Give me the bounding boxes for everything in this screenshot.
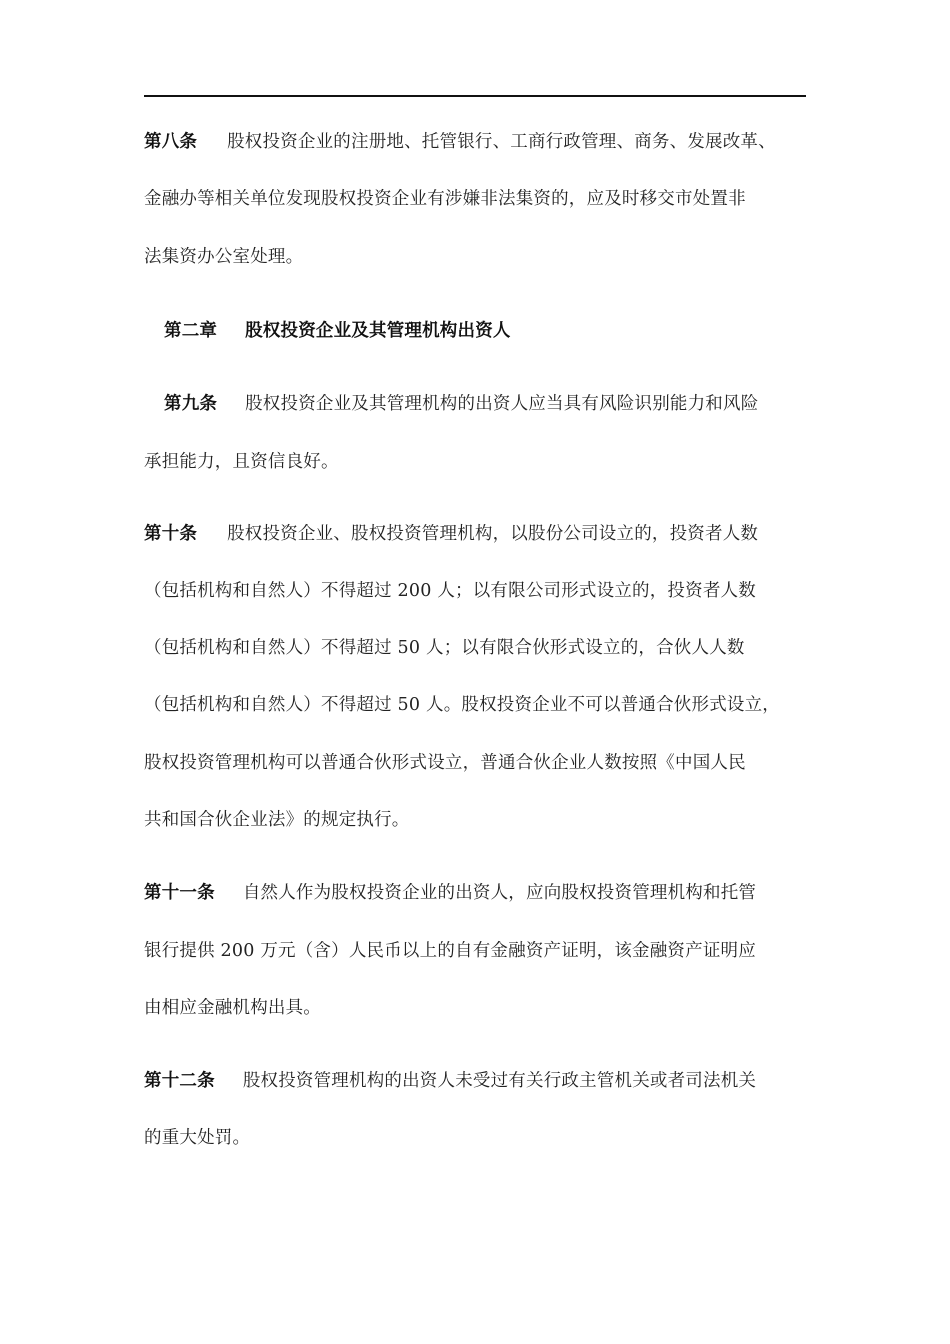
article-9-line-2: 承担能力，且资信良好。 [144,452,339,472]
article-11-heading: 第十一条 [144,883,215,903]
article-10-line-3: （包括机构和自然人）不得超过 50 人；以有限合伙形式设立的，合伙人人数 [144,638,745,658]
article-11-text: 自然人作为股权投资企业的出资人，应向股权投资管理机构和托管 [242,883,757,903]
article-11-line-1 [144,880,834,906]
article-10-line-6: 共和国合伙企业法》的规定执行。 [144,810,410,830]
article-10-line-4: （包括机构和自然人）不得超过 50 人。股权投资企业不可以普通合伙形式设立， [144,695,780,715]
top-rule [144,95,806,97]
article-12-text: 股权投资管理机构的出资人未受过有关行政主管机关或者司法机关 [242,1071,757,1091]
article-11-line-2: 银行提供 200 万元（含）人民币以上的自有金融资产证明，该金融资产证明应 [144,941,756,961]
article-9-text: 股权投资企业及其管理机构的出资人应当具有风险识别能力和风险 [245,394,759,414]
article-9-heading: 第九条 [164,394,218,414]
article-12-line-2: 的重大处罚。 [144,1128,251,1148]
article-10-line-5: 股权投资管理机构可以普通合伙形式设立，普通合伙企业人数按照《中国人民 [144,753,746,773]
chapter-2-title: 股权投资企业及其管理机构出资人 [245,321,511,341]
article-11-line-3: 由相应金融机构出具。 [144,998,321,1018]
article-10-text: 股权投资企业、股权投资管理机构，以股份公司设立的，投资者人数 [227,524,759,544]
article-8-text: 股权投资企业的注册地、托管银行、工商行政管理、商务、发展改革、 [227,132,776,152]
article-8-heading: 第八条 [144,132,198,152]
article-10-line-2: （包括机构和自然人）不得超过 200 人；以有限公司形式设立的，投资者人数 [144,581,756,601]
chapter-2-heading [164,318,854,344]
chapter-2-label: 第二章 [164,321,218,341]
article-10-line-1 [144,521,834,547]
article-9-line-1 [164,391,854,417]
article-8-line-1 [144,129,834,155]
article-12-heading: 第十二条 [144,1071,215,1091]
article-10-heading: 第十条 [144,524,198,544]
article-8-line-2: 金融办等相关单位发现股权投资企业有涉嫌非法集资的，应及时移交市处置非 [144,189,746,209]
article-8-line-3: 法集资办公室处理。 [144,247,304,267]
article-12-line-1 [144,1068,834,1094]
